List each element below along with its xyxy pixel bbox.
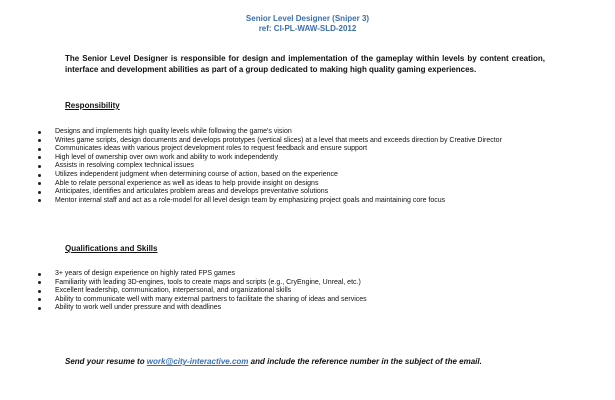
list-item <box>38 154 558 163</box>
list-item <box>38 304 558 313</box>
job-title: Senior Level Designer (Sniper 3) <box>245 14 370 23</box>
list-item <box>38 188 558 197</box>
bullet-icon <box>38 165 41 168</box>
list-item-text: Ability to work well under pressure and with deadlines <box>55 304 222 312</box>
list-item <box>38 128 558 137</box>
list-item-text: Familiarity with leading 3D-engines, tools to create maps and scripts (e.g., CryEngine, Unreal, etc.) <box>55 278 361 286</box>
bullet-icon <box>38 199 41 202</box>
list-item <box>38 279 558 288</box>
list-item <box>38 137 558 146</box>
bullet-icon <box>38 148 41 151</box>
list-item <box>38 197 558 206</box>
footer-text-after: and include the reference number in the subject of the email. <box>248 357 482 366</box>
list-item <box>38 180 558 189</box>
list-item-text: Communicates ideas with various project development roles to request feedback and ensure support <box>55 145 368 153</box>
list-item-text: Writes game scripts, design documents and develops prototypes (vertical slices) at a level that meets and exceeds direction by Creative Director <box>55 136 502 144</box>
application-instructions <box>65 357 565 367</box>
job-reference: ref: CI-PL-WAW-SLD-2012 <box>258 24 357 33</box>
list-item-text: Designs and implements high quality levels while following the game's vision <box>55 128 292 135</box>
email-link[interactable]: work@city-interactive.com <box>146 357 249 366</box>
bullet-icon <box>38 281 41 284</box>
job-header <box>0 14 615 34</box>
list-item-text: High level of ownership over own work and ability to work independently <box>55 153 278 161</box>
list-item-text: Anticipates, identifies and articulates problem areas and develops preventative solutions <box>55 188 329 196</box>
list-item <box>38 270 558 279</box>
list-item <box>38 171 558 180</box>
bullet-icon <box>38 156 41 159</box>
responsibility-heading: Responsibility <box>65 101 120 110</box>
list-item-text: Mentor internal staff and act as a role-model for all level design team by emphasizing project goals and maintaining core focus <box>55 196 446 204</box>
list-item-text: 3+ years of design experience on highly rated FPS games <box>55 270 235 277</box>
list-item <box>38 162 558 171</box>
list-item-text: Excellent leadership, communication, interpersonal, and organizational skills <box>55 287 292 295</box>
job-intro: The Senior Level Designer is responsible for design and implementation of the gameplay within levels by content creation, interface and development abilities as part of a group dedicated to making high quality gaming experiences. <box>65 54 545 74</box>
list-item-text: Utilizes independent judgment when determining course of action, based on the experience <box>55 170 338 178</box>
list-item <box>38 145 558 154</box>
responsibility-list <box>38 128 558 205</box>
list-item <box>38 296 558 305</box>
qualifications-heading: Qualifications and Skills <box>65 244 158 253</box>
bullet-icon <box>38 191 41 194</box>
bullet-icon <box>38 131 41 134</box>
list-item-text: Assists in resolving complex technical issues <box>55 162 194 170</box>
bullet-icon <box>38 307 41 310</box>
bullet-icon <box>38 182 41 185</box>
qualifications-list <box>38 270 558 313</box>
list-item-text: Able to relate personal experience as well as ideas to help provide insight on designs <box>55 179 319 187</box>
bullet-icon <box>38 139 41 142</box>
bullet-icon <box>38 298 41 301</box>
bullet-icon <box>38 174 41 177</box>
bullet-icon <box>38 273 41 276</box>
list-item-text: Ability to communicate well with many external partners to facilitate the sharing of ideas and services <box>55 295 367 303</box>
footer-text-before: Send your resume to <box>65 357 147 366</box>
bullet-icon <box>38 290 41 293</box>
list-item <box>38 287 558 296</box>
